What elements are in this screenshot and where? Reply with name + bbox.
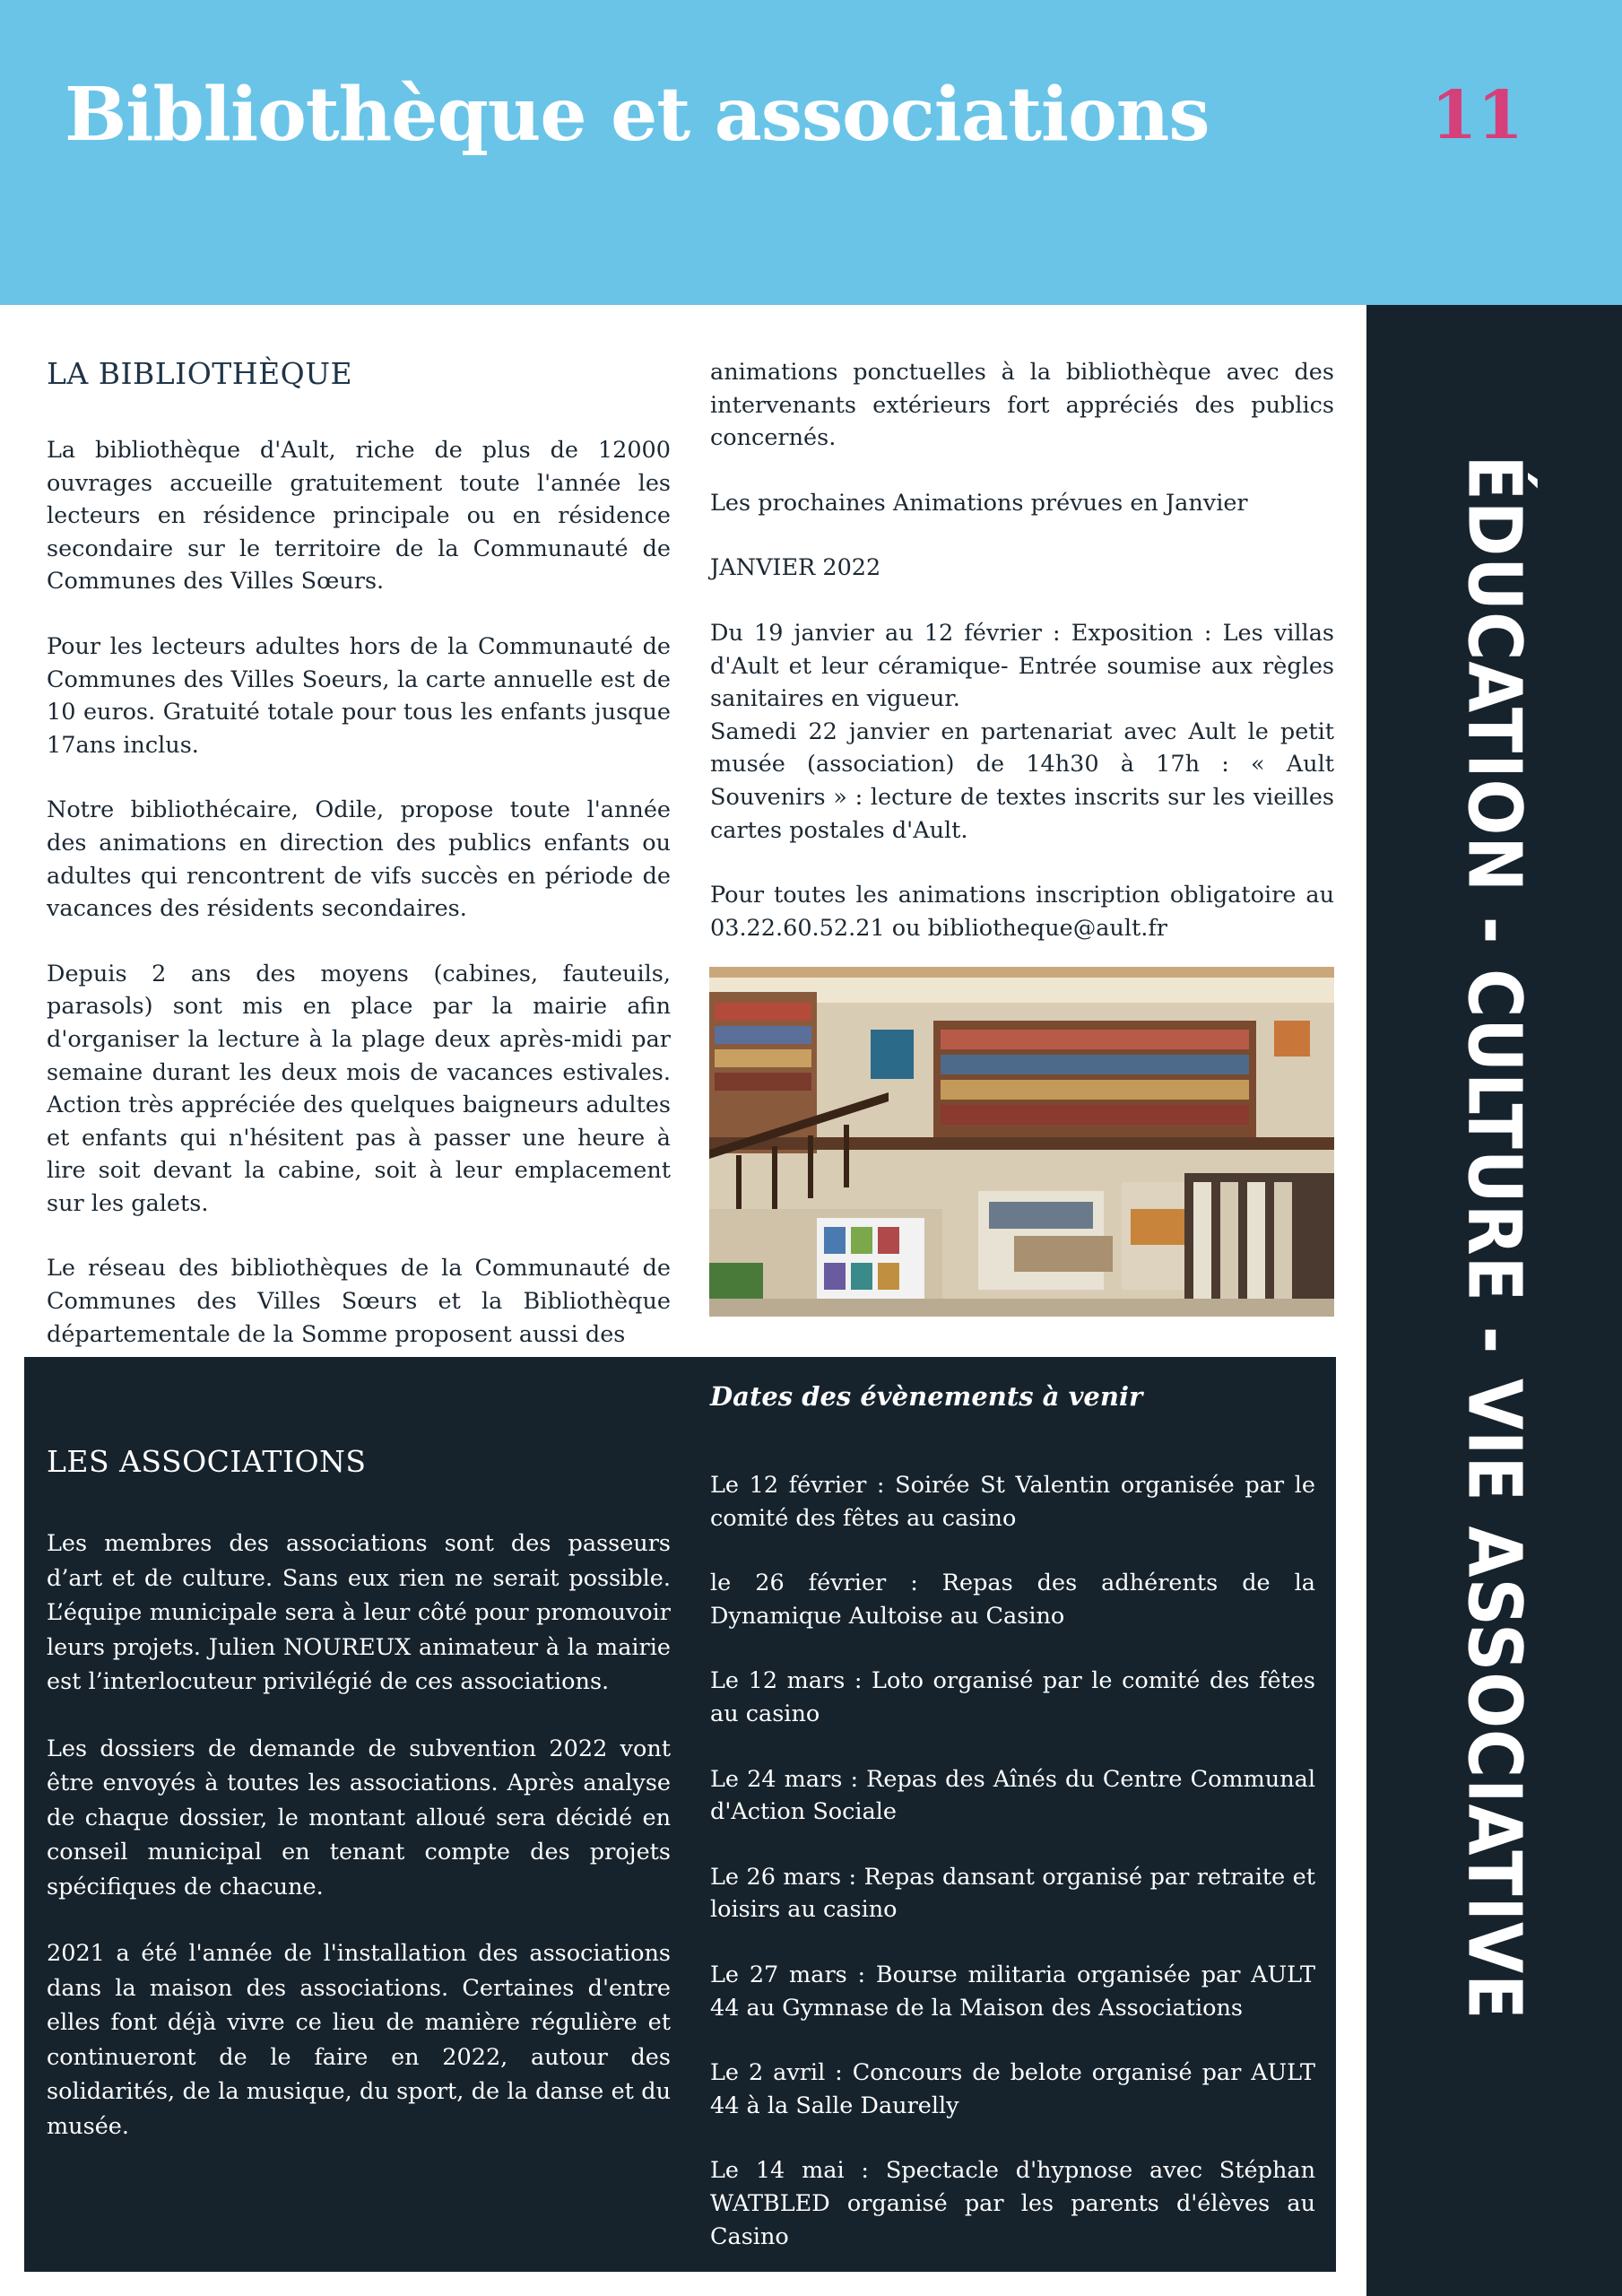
list-item: Le 14 mai : Spectacle d'hypnose avec Stéphan WATBLED organisé par les parents d'élèves au Casino [710, 2157, 1315, 2250]
page-number: 11 [1431, 77, 1523, 154]
bibliotheque-heading: LA BIBLIOTHÈQUE [47, 356, 353, 391]
paragraph: Le réseau des bibliothèques de la Communauté de Communes des Villes Sœurs et la Bibliothèque départementale de la Somme proposent aussi des [47, 1255, 671, 1348]
associations-column [47, 1526, 671, 2144]
library-photo [709, 967, 1334, 1317]
events-title: Dates des évènements à venir [710, 1381, 1143, 1412]
list-item: le 26 février : Repas des adhérents de la Dynamique Aultoise au Casino [710, 1570, 1315, 1630]
paragraph: JANVIER 2022 [710, 554, 881, 582]
paragraph: Notre bibliothécaire, Odile, propose toute l'année des animations en direction des publics enfants ou adultes qui rencontrent de vifs succès en période de vacances des résidents secondaires. [47, 796, 671, 923]
paragraph: animations ponctuelles à la bibliothèque avec des intervenants extérieurs fort appréciés des publics concernés. [710, 359, 1334, 452]
paragraph: La bibliothèque d'Ault, riche de plus de 12000 ouvrages accueille gratuitement toute l'année les lecteurs en résidence principale ou en résidence secondaire sur le territoire de la Communauté de Communes des Villes Sœurs. [47, 437, 671, 596]
page-title: Bibliothèque et associations [65, 72, 1210, 158]
bibliotheque-right-column [710, 356, 1334, 944]
side-banner-text: ÉDUCATION - CULTURE - VIE ASSOCIATIVE [1451, 455, 1537, 2021]
list-item: Le 12 février : Soirée St Valentin organisée par le comité des fêtes au casino [710, 1472, 1315, 1532]
paragraph: Les prochaines Animations prévues en Janvier [710, 489, 1248, 517]
paragraph: Pour toutes les animations inscription obligatoire au 03.22.60.52.21 ou bibliotheque@ault.fr [710, 882, 1334, 942]
paragraph: Depuis 2 ans des moyens (cabines, fauteuils, parasols) sont mis en place par la mairie afin d'organiser la lecture à la plage deux après-midi par semaine durant les deux mois de vacances estivales. Action très appréciée des quelques baigneurs adultes et enfants qui n'hésitent pas à passer une heure à lire soit devant la cabine, soit à leur emplacement sur les galets. [47, 960, 671, 1217]
paragraph: Du 19 janvier au 12 février : Exposition : Les villas d'Ault et leur céramique- Entrée soumise aux règles sanitaires en vigueur. [710, 619, 1334, 713]
list-item: Le 12 mars : Loto organisé par le comité des fêtes au casino [710, 1667, 1315, 1727]
paragraph: 2021 a été l'année de l'installation des associations dans la maison des associations. Certaines d'entre elles font déjà vivre ce lieu de manière régulière et continueront de le faire en 2022, autour des solidarités, de la musique, du sport, de la danse et du musée. [47, 1940, 671, 2140]
paragraph: Les dossiers de demande de subvention 2022 vont être envoyés à toutes les associations. Après analyse de chaque dossier, le montant alloué sera décidé en conseil municipal en tenant compte des projets spécifiques de chacune. [47, 1735, 671, 1900]
list-item: Le 2 avril : Concours de belote organisé par AULT 44 à la Salle Daurelly [710, 2059, 1315, 2119]
page-header [0, 0, 1622, 305]
list-item: Le 27 mars : Bourse militaria organisée par AULT 44 au Gymnase de la Maison des Associations [710, 1961, 1315, 2022]
paragraph: Les membres des associations sont des passeurs d’art et de culture. Sans eux rien ne serait possible. L’équipe municipale sera à leur côté pour promouvoir leurs projets. Julien NOUREUX animateur à la mairie est l’interlocuteur privilégié de ces associations. [47, 1530, 671, 1695]
associations-heading: LES ASSOCIATIONS [47, 1444, 367, 1479]
bibliotheque-left-column [47, 434, 671, 1351]
list-item: Le 24 mars : Repas des Aînés du Centre Communal d'Action Sociale [710, 1765, 1315, 1826]
list-item: Le 26 mars : Repas dansant organisé par retraite et loisirs au casino [710, 1863, 1315, 1924]
paragraph: Samedi 22 janvier en partenariat avec Ault le petit musée (association) de 14h30 à 17h : « Ault Souvenirs » : lecture de textes inscrits sur les vieilles cartes postales d'Ault. [710, 718, 1334, 844]
paragraph: Pour les lecteurs adultes hors de la Communauté de Communes des Villes Soeurs, la carte annuelle est de 10 euros. Gratuité totale pour tous les enfants jusque 17ans inclus. [47, 632, 671, 759]
events-list [710, 1469, 1315, 2253]
